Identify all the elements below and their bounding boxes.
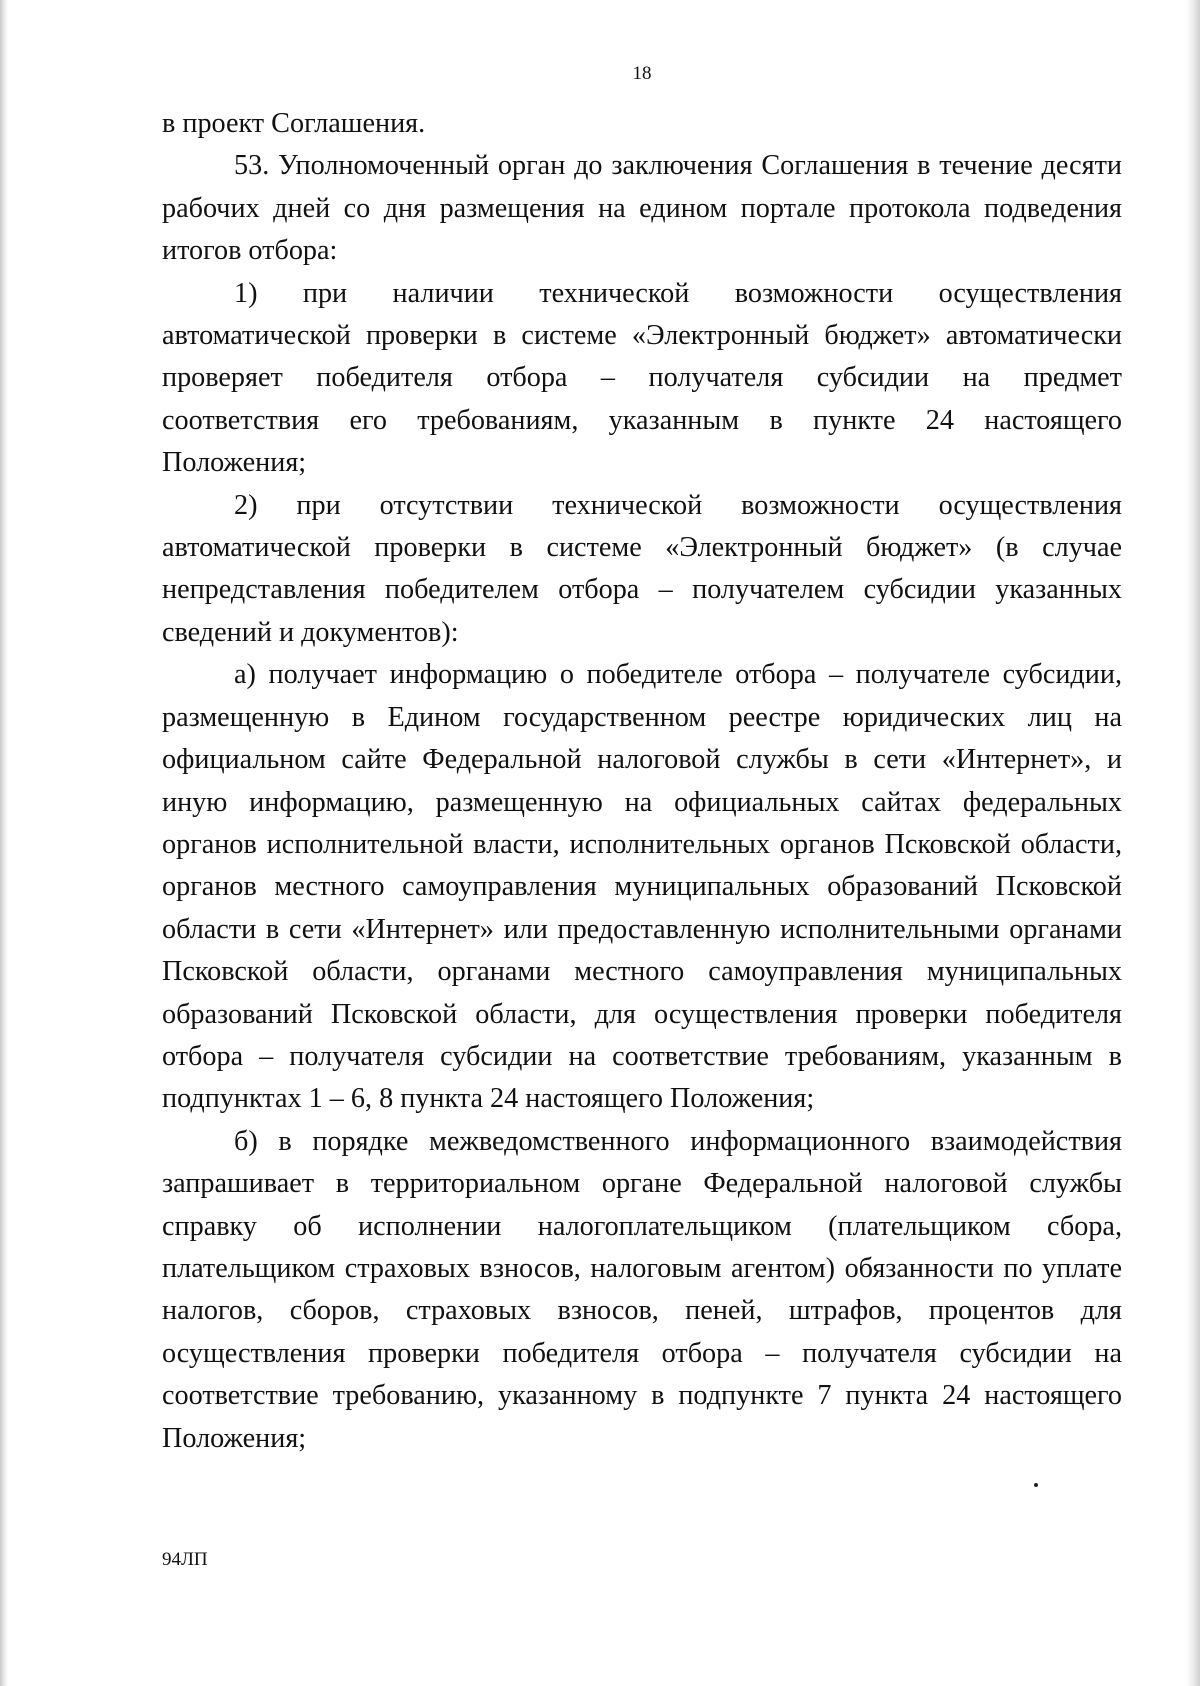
page-number: 18	[632, 63, 652, 84]
paragraph-continuation: в проект Соглашения.	[162, 108, 426, 139]
paragraph-subitem-a: а) получает информацию о победителе отбора – получателе субсидии, размещенную в Едином государственном реестре юридических лиц на официальном сайте Федеральной налоговой службы в сети «Интернет», и иную информацию, размещенную на официальных сайтах федеральных органов исполнительной власти, исполнительных органов Псковской области, органов местного самоуправления муниципальных образований Псковской области в сети «Интернет» или предоставленную исполнительными органами Псковской области, органами местного самоуправления муниципальных образований Псковской области, для осуществления проверки победителя отбора – получателя субсидии на соответствие требованиям, указанным в подпунктах 1 – 6, 8 пункта 24 настоящего Положения;	[162, 659, 1122, 1115]
stray-mark	[1034, 1483, 1038, 1487]
paragraph-item-53: 53. Уполномоченный орган до заключения Соглашения в течение десяти рабочих дней со дня размещения на едином портале протокола подведения итогов отбора:	[162, 150, 1122, 267]
scan-edge-right	[1186, 0, 1200, 1686]
paragraph-subitem-b: б) в порядке межведомственного информационного взаимодействия запрашивает в территориальном органе Федеральной налоговой службы справку об исполнении налогоплательщиком (плательщиком сбора, плательщиком страховых взносов, налоговым агентом) обязанности по уплате налогов, сборов, страховых взносов, пеней, штрафов, процентов для осуществления проверки победителя отбора – получателя субсидии на соответствие требованию, указанному в подпункте 7 пункта 24 настоящего Положения;	[162, 1125, 1122, 1454]
scan-edge-left	[0, 0, 8, 1686]
document-code: 94ЛП	[162, 1549, 208, 1570]
paragraph-subitem-1: 1) при наличии технической возможности осуществления автоматической проверки в системе «Электронный бюджет» автоматически проверяет победителя отбора – получателя субсидии на предмет соответствия его требованиям, указанным в пункте 24 настоящего Положения;	[162, 277, 1122, 479]
document-page	[162, 0, 1122, 1686]
document-body	[162, 103, 1122, 1460]
paragraph-subitem-2: 2) при отсутствии технической возможности осуществления автоматической проверки в системе «Электронный бюджет» (в случае непредставления победителем отбора – получателем субсидии указанных сведений и документов):	[162, 489, 1122, 648]
